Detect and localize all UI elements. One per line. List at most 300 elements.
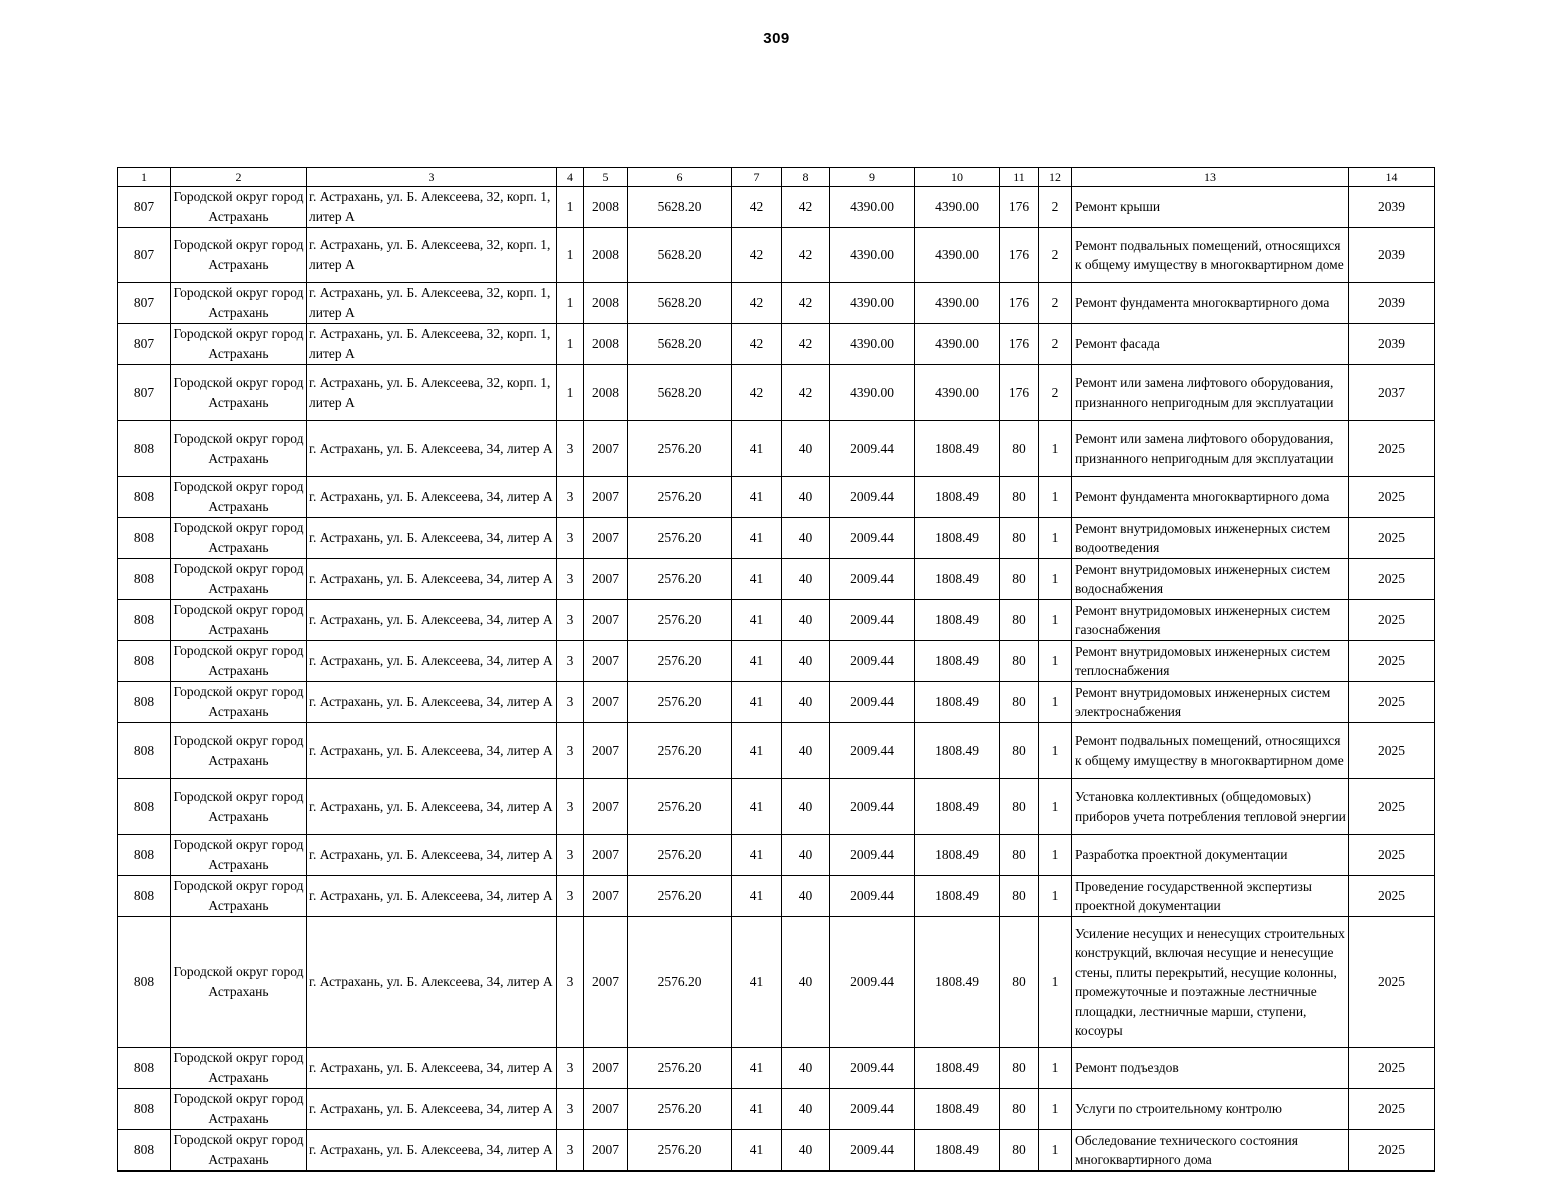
planned-year-cell: 2025 <box>1349 835 1435 876</box>
municipality-cell: Городской округ город Астрахань <box>171 421 307 477</box>
column-10-cell: 1808.49 <box>915 641 1000 682</box>
column-9-cell: 2009.44 <box>830 518 915 559</box>
commission-year-cell: 2007 <box>584 835 628 876</box>
planned-year-cell: 2025 <box>1349 779 1435 835</box>
column-12-cell: 1 <box>1039 1048 1072 1089</box>
commission-year-cell: 2008 <box>584 365 628 421</box>
column-number: 10 <box>915 168 1000 187</box>
row-number-cell: 807 <box>118 228 171 283</box>
municipality-cell: Городской округ город Астрахань <box>171 876 307 917</box>
column-9-cell: 2009.44 <box>830 477 915 518</box>
table-row <box>118 421 1435 477</box>
column-7-cell: 41 <box>732 641 782 682</box>
column-4-cell: 3 <box>557 723 584 779</box>
column-4-cell: 3 <box>557 477 584 518</box>
column-10-cell: 1808.49 <box>915 682 1000 723</box>
municipality-cell: Городской округ город Астрахань <box>171 641 307 682</box>
total-area-cell: 2576.20 <box>628 682 732 723</box>
column-7-cell: 41 <box>732 1089 782 1130</box>
column-9-cell: 2009.44 <box>830 1089 915 1130</box>
column-number: 6 <box>628 168 732 187</box>
municipality-cell: Городской округ город Астрахань <box>171 779 307 835</box>
row-number-cell: 808 <box>118 1048 171 1089</box>
table-row <box>118 641 1435 682</box>
column-12-cell: 1 <box>1039 876 1072 917</box>
commission-year-cell: 2007 <box>584 559 628 600</box>
column-4-cell: 3 <box>557 876 584 917</box>
table-row <box>118 365 1435 421</box>
work-type-cell: Ремонт фундамента многоквартирного дома <box>1072 477 1349 518</box>
work-type-cell: Разработка проектной документации <box>1072 835 1349 876</box>
column-7-cell: 41 <box>732 1130 782 1172</box>
total-area-cell: 2576.20 <box>628 600 732 641</box>
column-8-cell: 40 <box>782 917 830 1048</box>
column-10-cell: 1808.49 <box>915 600 1000 641</box>
planned-year-cell: 2025 <box>1349 1048 1435 1089</box>
column-9-cell: 2009.44 <box>830 559 915 600</box>
column-number-row <box>118 168 1435 187</box>
column-4-cell: 3 <box>557 917 584 1048</box>
column-10-cell: 1808.49 <box>915 1130 1000 1172</box>
planned-year-cell: 2025 <box>1349 421 1435 477</box>
column-7-cell: 41 <box>732 917 782 1048</box>
column-4-cell: 3 <box>557 835 584 876</box>
column-11-cell: 80 <box>1000 1130 1039 1172</box>
municipality-cell: Городской округ город Астрахань <box>171 835 307 876</box>
column-10-cell: 4390.00 <box>915 283 1000 324</box>
work-type-cell: Ремонт внутридомовых инженерных систем водоснабжения <box>1072 559 1349 600</box>
row-number-cell: 808 <box>118 600 171 641</box>
column-7-cell: 41 <box>732 559 782 600</box>
column-9-cell: 2009.44 <box>830 917 915 1048</box>
planned-year-cell: 2025 <box>1349 600 1435 641</box>
column-10-cell: 4390.00 <box>915 187 1000 228</box>
column-8-cell: 40 <box>782 641 830 682</box>
total-area-cell: 5628.20 <box>628 365 732 421</box>
column-7-cell: 42 <box>732 228 782 283</box>
column-11-cell: 80 <box>1000 421 1039 477</box>
commission-year-cell: 2007 <box>584 1089 628 1130</box>
column-4-cell: 3 <box>557 682 584 723</box>
column-10-cell: 1808.49 <box>915 1089 1000 1130</box>
planned-year-cell: 2039 <box>1349 324 1435 365</box>
column-9-cell: 4390.00 <box>830 228 915 283</box>
row-number-cell: 808 <box>118 1130 171 1172</box>
column-10-cell: 4390.00 <box>915 365 1000 421</box>
planned-year-cell: 2039 <box>1349 228 1435 283</box>
work-type-cell: Ремонт или замена лифтового оборудования, признанного непригодным для эксплуатации <box>1072 421 1349 477</box>
row-number-cell: 807 <box>118 365 171 421</box>
column-7-cell: 42 <box>732 187 782 228</box>
municipality-cell: Городской округ город Астрахань <box>171 518 307 559</box>
municipality-cell: Городской округ город Астрахань <box>171 365 307 421</box>
table-row <box>118 682 1435 723</box>
column-8-cell: 40 <box>782 1048 830 1089</box>
column-12-cell: 1 <box>1039 559 1072 600</box>
column-8-cell: 42 <box>782 228 830 283</box>
column-4-cell: 3 <box>557 1130 584 1172</box>
work-type-cell: Услуги по строительному контролю <box>1072 1089 1349 1130</box>
work-type-cell: Ремонт крыши <box>1072 187 1349 228</box>
address-cell: г. Астрахань, ул. Б. Алексеева, 32, корп. 1, литер А <box>307 365 557 421</box>
total-area-cell: 2576.20 <box>628 421 732 477</box>
column-11-cell: 176 <box>1000 365 1039 421</box>
column-7-cell: 41 <box>732 876 782 917</box>
column-4-cell: 1 <box>557 365 584 421</box>
row-number-cell: 808 <box>118 917 171 1048</box>
address-cell: г. Астрахань, ул. Б. Алексеева, 32, корп. 1, литер А <box>307 283 557 324</box>
commission-year-cell: 2007 <box>584 1048 628 1089</box>
commission-year-cell: 2007 <box>584 723 628 779</box>
table-row <box>118 324 1435 365</box>
column-8-cell: 40 <box>782 723 830 779</box>
address-cell: г. Астрахань, ул. Б. Алексеева, 34, литер А <box>307 876 557 917</box>
commission-year-cell: 2007 <box>584 779 628 835</box>
column-9-cell: 4390.00 <box>830 365 915 421</box>
column-10-cell: 1808.49 <box>915 779 1000 835</box>
work-type-cell: Проведение государственной экспертизы проектной документации <box>1072 876 1349 917</box>
row-number-cell: 808 <box>118 559 171 600</box>
column-9-cell: 4390.00 <box>830 283 915 324</box>
row-number-cell: 807 <box>118 283 171 324</box>
column-12-cell: 1 <box>1039 779 1072 835</box>
column-number: 7 <box>732 168 782 187</box>
column-9-cell: 4390.00 <box>830 187 915 228</box>
commission-year-cell: 2007 <box>584 876 628 917</box>
planned-year-cell: 2025 <box>1349 917 1435 1048</box>
column-11-cell: 80 <box>1000 723 1039 779</box>
column-10-cell: 1808.49 <box>915 477 1000 518</box>
work-type-cell: Ремонт внутридомовых инженерных систем водоотведения <box>1072 518 1349 559</box>
work-type-cell: Ремонт фасада <box>1072 324 1349 365</box>
column-4-cell: 3 <box>557 1048 584 1089</box>
column-9-cell: 2009.44 <box>830 682 915 723</box>
commission-year-cell: 2008 <box>584 228 628 283</box>
column-7-cell: 41 <box>732 779 782 835</box>
column-8-cell: 40 <box>782 1089 830 1130</box>
column-8-cell: 40 <box>782 835 830 876</box>
address-cell: г. Астрахань, ул. Б. Алексеева, 34, литер А <box>307 518 557 559</box>
commission-year-cell: 2008 <box>584 283 628 324</box>
total-area-cell: 2576.20 <box>628 477 732 518</box>
column-10-cell: 1808.49 <box>915 1048 1000 1089</box>
municipality-cell: Городской округ город Астрахань <box>171 1089 307 1130</box>
planned-year-cell: 2039 <box>1349 187 1435 228</box>
work-type-cell: Ремонт внутридомовых инженерных систем электроснабжения <box>1072 682 1349 723</box>
address-cell: г. Астрахань, ул. Б. Алексеева, 34, литер А <box>307 477 557 518</box>
address-cell: г. Астрахань, ул. Б. Алексеева, 34, литер А <box>307 1130 557 1172</box>
column-9-cell: 2009.44 <box>830 835 915 876</box>
address-cell: г. Астрахань, ул. Б. Алексеева, 34, литер А <box>307 835 557 876</box>
column-4-cell: 1 <box>557 324 584 365</box>
total-area-cell: 2576.20 <box>628 559 732 600</box>
total-area-cell: 2576.20 <box>628 917 732 1048</box>
column-9-cell: 2009.44 <box>830 1130 915 1172</box>
table-body <box>118 187 1435 1172</box>
row-number-cell: 808 <box>118 1089 171 1130</box>
column-12-cell: 2 <box>1039 324 1072 365</box>
column-12-cell: 1 <box>1039 477 1072 518</box>
total-area-cell: 5628.20 <box>628 283 732 324</box>
address-cell: г. Астрахань, ул. Б. Алексеева, 34, литер А <box>307 682 557 723</box>
table-row <box>118 876 1435 917</box>
row-number-cell: 808 <box>118 518 171 559</box>
address-cell: г. Астрахань, ул. Б. Алексеева, 34, литер А <box>307 421 557 477</box>
work-type-cell: Ремонт фундамента многоквартирного дома <box>1072 283 1349 324</box>
commission-year-cell: 2007 <box>584 641 628 682</box>
address-cell: г. Астрахань, ул. Б. Алексеева, 34, литер А <box>307 723 557 779</box>
commission-year-cell: 2008 <box>584 187 628 228</box>
column-8-cell: 42 <box>782 365 830 421</box>
municipality-cell: Городской округ город Астрахань <box>171 324 307 365</box>
work-type-cell: Ремонт внутридомовых инженерных систем газоснабжения <box>1072 600 1349 641</box>
address-cell: г. Астрахань, ул. Б. Алексеева, 32, корп. 1, литер А <box>307 324 557 365</box>
planned-year-cell: 2025 <box>1349 682 1435 723</box>
column-4-cell: 3 <box>557 559 584 600</box>
column-7-cell: 41 <box>732 600 782 641</box>
work-type-cell: Ремонт внутридомовых инженерных систем теплоснабжения <box>1072 641 1349 682</box>
column-4-cell: 3 <box>557 421 584 477</box>
total-area-cell: 2576.20 <box>628 779 732 835</box>
column-7-cell: 41 <box>732 477 782 518</box>
column-number: 8 <box>782 168 830 187</box>
address-cell: г. Астрахань, ул. Б. Алексеева, 34, литер А <box>307 600 557 641</box>
column-number: 5 <box>584 168 628 187</box>
address-cell: г. Астрахань, ул. Б. Алексеева, 34, литер А <box>307 1089 557 1130</box>
column-8-cell: 40 <box>782 682 830 723</box>
table-row <box>118 1089 1435 1130</box>
column-8-cell: 42 <box>782 187 830 228</box>
municipality-cell: Городской округ город Астрахань <box>171 600 307 641</box>
column-11-cell: 176 <box>1000 283 1039 324</box>
column-4-cell: 1 <box>557 283 584 324</box>
work-type-cell: Обследование технического состояния многоквартирного дома <box>1072 1130 1349 1172</box>
column-8-cell: 40 <box>782 518 830 559</box>
total-area-cell: 2576.20 <box>628 641 732 682</box>
row-number-cell: 807 <box>118 324 171 365</box>
table-row <box>118 283 1435 324</box>
column-8-cell: 42 <box>782 283 830 324</box>
page-number: 309 <box>763 30 790 47</box>
table-row <box>118 835 1435 876</box>
planned-year-cell: 2025 <box>1349 559 1435 600</box>
column-9-cell: 2009.44 <box>830 876 915 917</box>
column-number: 3 <box>307 168 557 187</box>
column-8-cell: 40 <box>782 779 830 835</box>
planned-year-cell: 2025 <box>1349 477 1435 518</box>
total-area-cell: 2576.20 <box>628 1089 732 1130</box>
column-7-cell: 41 <box>732 835 782 876</box>
column-12-cell: 1 <box>1039 421 1072 477</box>
column-9-cell: 2009.44 <box>830 641 915 682</box>
column-4-cell: 3 <box>557 779 584 835</box>
row-number-cell: 808 <box>118 779 171 835</box>
column-8-cell: 40 <box>782 559 830 600</box>
table-row <box>118 228 1435 283</box>
column-number: 2 <box>171 168 307 187</box>
commission-year-cell: 2007 <box>584 600 628 641</box>
column-12-cell: 1 <box>1039 641 1072 682</box>
column-4-cell: 3 <box>557 641 584 682</box>
commission-year-cell: 2007 <box>584 682 628 723</box>
column-8-cell: 40 <box>782 421 830 477</box>
column-11-cell: 176 <box>1000 324 1039 365</box>
column-11-cell: 80 <box>1000 1048 1039 1089</box>
column-10-cell: 4390.00 <box>915 228 1000 283</box>
column-7-cell: 41 <box>732 1048 782 1089</box>
column-number: 4 <box>557 168 584 187</box>
total-area-cell: 2576.20 <box>628 1130 732 1172</box>
column-9-cell: 2009.44 <box>830 421 915 477</box>
work-type-cell: Ремонт подъездов <box>1072 1048 1349 1089</box>
municipality-cell: Городской округ город Астрахань <box>171 283 307 324</box>
planned-year-cell: 2025 <box>1349 1130 1435 1172</box>
column-9-cell: 2009.44 <box>830 600 915 641</box>
column-8-cell: 40 <box>782 600 830 641</box>
column-9-cell: 2009.44 <box>830 1048 915 1089</box>
column-12-cell: 2 <box>1039 187 1072 228</box>
work-type-cell: Ремонт подвальных помещений, относящихся к общему имуществу в многоквартирном доме <box>1072 723 1349 779</box>
column-4-cell: 1 <box>557 187 584 228</box>
column-12-cell: 1 <box>1039 917 1072 1048</box>
column-number: 12 <box>1039 168 1072 187</box>
address-cell: г. Астрахань, ул. Б. Алексеева, 34, литер А <box>307 641 557 682</box>
column-4-cell: 3 <box>557 518 584 559</box>
column-12-cell: 2 <box>1039 228 1072 283</box>
work-type-cell: Установка коллективных (общедомовых) приборов учета потребления тепловой энергии <box>1072 779 1349 835</box>
column-11-cell: 80 <box>1000 518 1039 559</box>
column-7-cell: 42 <box>732 283 782 324</box>
table-row <box>118 779 1435 835</box>
column-7-cell: 41 <box>732 682 782 723</box>
column-8-cell: 40 <box>782 477 830 518</box>
column-10-cell: 4390.00 <box>915 324 1000 365</box>
total-area-cell: 5628.20 <box>628 187 732 228</box>
municipality-cell: Городской округ город Астрахань <box>171 1048 307 1089</box>
column-11-cell: 80 <box>1000 477 1039 518</box>
column-11-cell: 80 <box>1000 682 1039 723</box>
column-7-cell: 42 <box>732 324 782 365</box>
municipality-cell: Городской округ город Астрахань <box>171 682 307 723</box>
row-number-cell: 808 <box>118 421 171 477</box>
row-number-cell: 808 <box>118 876 171 917</box>
table-row <box>118 518 1435 559</box>
column-4-cell: 3 <box>557 600 584 641</box>
commission-year-cell: 2007 <box>584 917 628 1048</box>
column-11-cell: 176 <box>1000 228 1039 283</box>
column-10-cell: 1808.49 <box>915 835 1000 876</box>
table-row <box>118 600 1435 641</box>
column-12-cell: 2 <box>1039 365 1072 421</box>
column-10-cell: 1808.49 <box>915 876 1000 917</box>
column-7-cell: 41 <box>732 421 782 477</box>
address-cell: г. Астрахань, ул. Б. Алексеева, 34, литер А <box>307 779 557 835</box>
column-10-cell: 1808.49 <box>915 421 1000 477</box>
column-number: 11 <box>1000 168 1039 187</box>
table-row <box>118 723 1435 779</box>
planned-year-cell: 2039 <box>1349 283 1435 324</box>
column-11-cell: 80 <box>1000 876 1039 917</box>
table-row <box>118 1048 1435 1089</box>
total-area-cell: 5628.20 <box>628 228 732 283</box>
column-9-cell: 4390.00 <box>830 324 915 365</box>
municipality-cell: Городской округ город Астрахань <box>171 228 307 283</box>
column-11-cell: 80 <box>1000 1089 1039 1130</box>
address-cell: г. Астрахань, ул. Б. Алексеева, 32, корп. 1, литер А <box>307 187 557 228</box>
column-number: 14 <box>1349 168 1435 187</box>
column-12-cell: 1 <box>1039 682 1072 723</box>
table-row <box>118 559 1435 600</box>
address-cell: г. Астрахань, ул. Б. Алексеева, 32, корп. 1, литер А <box>307 228 557 283</box>
work-type-cell: Ремонт или замена лифтового оборудования, признанного непригодным для эксплуатации <box>1072 365 1349 421</box>
column-11-cell: 176 <box>1000 187 1039 228</box>
column-9-cell: 2009.44 <box>830 723 915 779</box>
column-8-cell: 42 <box>782 324 830 365</box>
commission-year-cell: 2007 <box>584 421 628 477</box>
column-11-cell: 80 <box>1000 835 1039 876</box>
column-8-cell: 40 <box>782 1130 830 1172</box>
column-11-cell: 80 <box>1000 917 1039 1048</box>
row-number-cell: 808 <box>118 477 171 518</box>
column-12-cell: 2 <box>1039 283 1072 324</box>
table-row <box>118 477 1435 518</box>
commission-year-cell: 2007 <box>584 477 628 518</box>
planned-year-cell: 2037 <box>1349 365 1435 421</box>
capital-repair-table <box>117 167 1435 1172</box>
planned-year-cell: 2025 <box>1349 876 1435 917</box>
column-11-cell: 80 <box>1000 779 1039 835</box>
table-row <box>118 187 1435 228</box>
municipality-cell: Городской округ город Астрахань <box>171 1130 307 1172</box>
column-10-cell: 1808.49 <box>915 518 1000 559</box>
commission-year-cell: 2007 <box>584 1130 628 1172</box>
municipality-cell: Городской округ город Астрахань <box>171 477 307 518</box>
planned-year-cell: 2025 <box>1349 641 1435 682</box>
column-12-cell: 1 <box>1039 518 1072 559</box>
column-number: 1 <box>118 168 171 187</box>
row-number-cell: 808 <box>118 682 171 723</box>
column-12-cell: 1 <box>1039 1089 1072 1130</box>
planned-year-cell: 2025 <box>1349 723 1435 779</box>
work-type-cell: Ремонт подвальных помещений, относящихся к общему имуществу в многоквартирном доме <box>1072 228 1349 283</box>
row-number-cell: 808 <box>118 641 171 682</box>
address-cell: г. Астрахань, ул. Б. Алексеева, 34, литер А <box>307 917 557 1048</box>
column-12-cell: 1 <box>1039 600 1072 641</box>
column-11-cell: 80 <box>1000 641 1039 682</box>
planned-year-cell: 2025 <box>1349 1089 1435 1130</box>
column-7-cell: 41 <box>732 518 782 559</box>
work-type-cell: Усиление несущих и ненесущих строительных конструкций, включая несущие и ненесущие стены, плиты перекрытий, несущие колонны, промежуточные и поэтажные лестничные площадки, лестничные марши, ступени, косоуры <box>1072 917 1349 1048</box>
municipality-cell: Городской округ город Астрахань <box>171 559 307 600</box>
column-12-cell: 1 <box>1039 1130 1072 1172</box>
table-row <box>118 917 1435 1048</box>
column-10-cell: 1808.49 <box>915 559 1000 600</box>
column-10-cell: 1808.49 <box>915 917 1000 1048</box>
column-11-cell: 80 <box>1000 559 1039 600</box>
address-cell: г. Астрахань, ул. Б. Алексеева, 34, литер А <box>307 559 557 600</box>
total-area-cell: 5628.20 <box>628 324 732 365</box>
municipality-cell: Городской округ город Астрахань <box>171 723 307 779</box>
row-number-cell: 808 <box>118 835 171 876</box>
commission-year-cell: 2008 <box>584 324 628 365</box>
total-area-cell: 2576.20 <box>628 723 732 779</box>
total-area-cell: 2576.20 <box>628 1048 732 1089</box>
column-number: 13 <box>1072 168 1349 187</box>
column-12-cell: 1 <box>1039 835 1072 876</box>
column-11-cell: 80 <box>1000 600 1039 641</box>
row-number-cell: 808 <box>118 723 171 779</box>
column-4-cell: 3 <box>557 1089 584 1130</box>
